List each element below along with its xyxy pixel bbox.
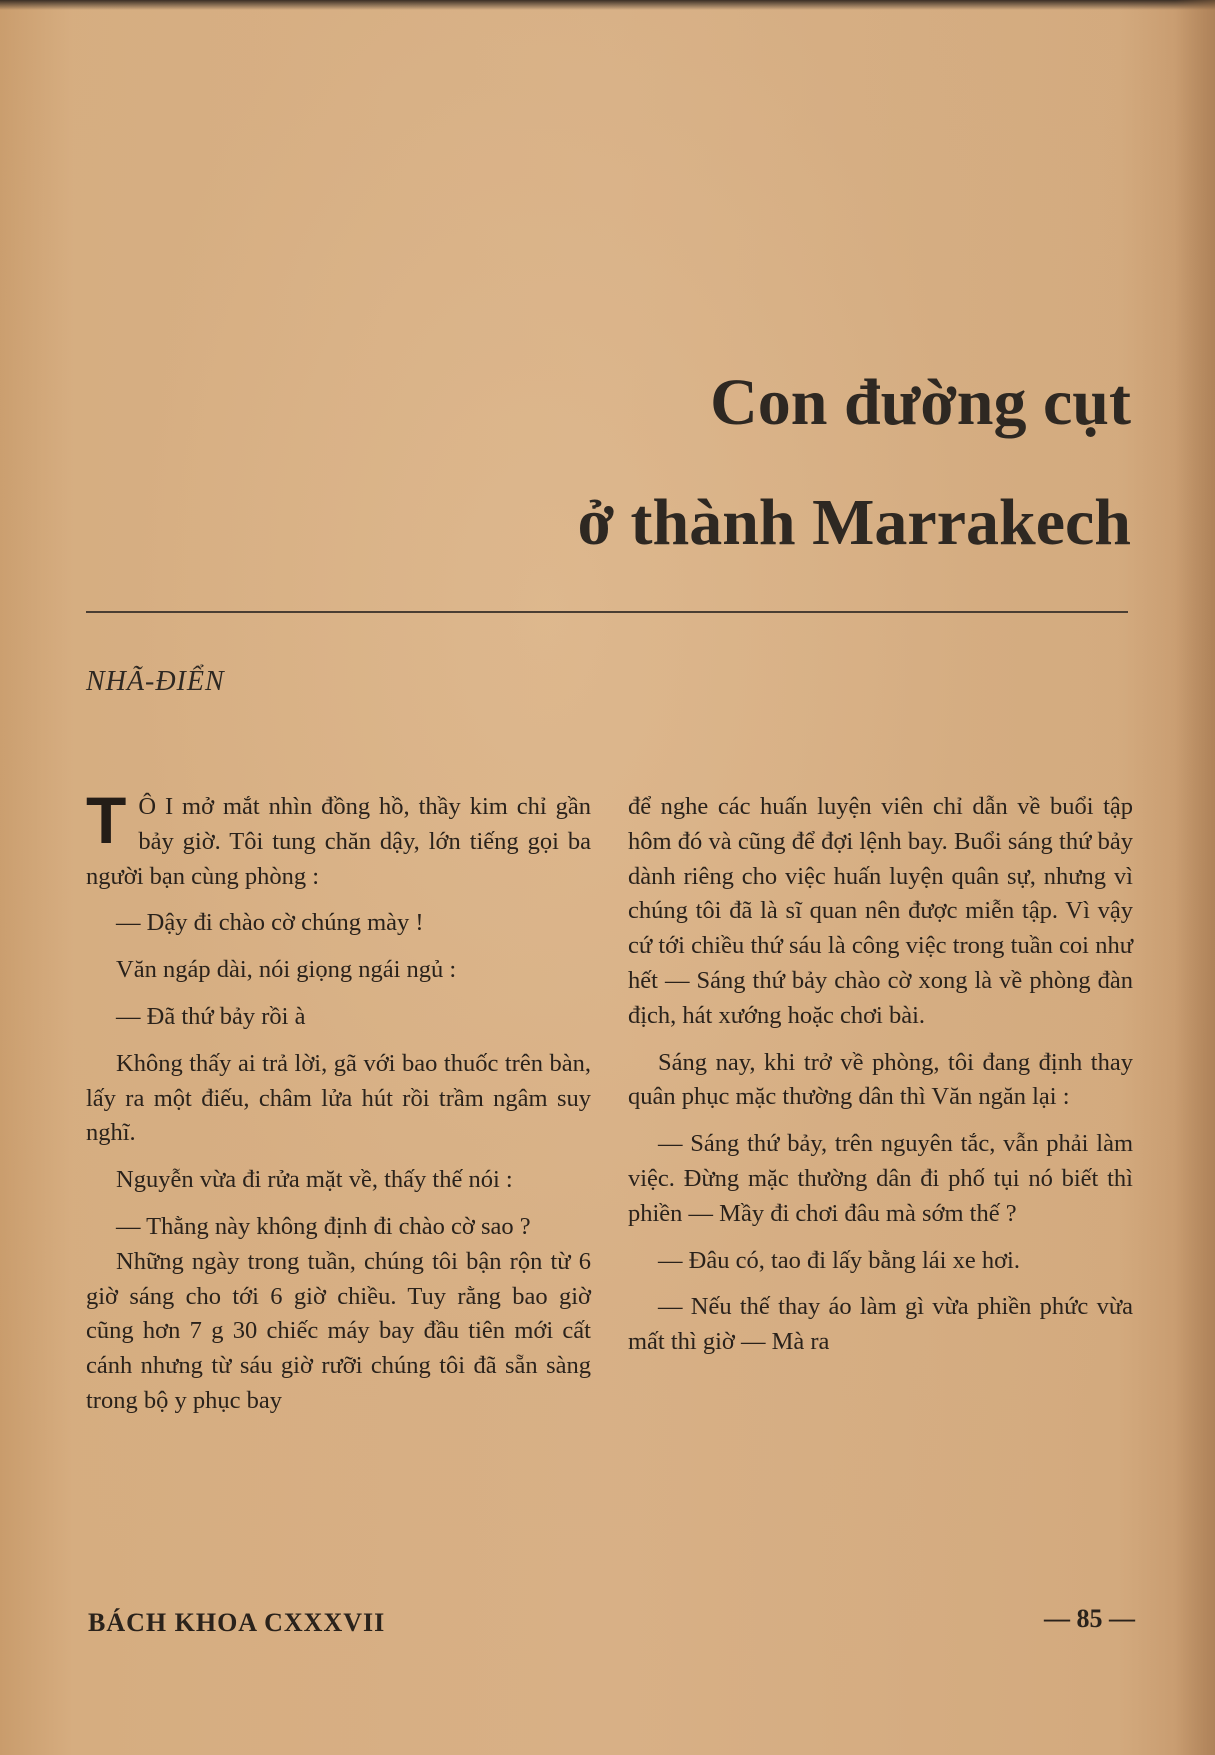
paragraph: Nguyễn vừa đi rửa mặt về, thấy thế nói : [116,1166,513,1194]
paragraph: để nghe các huấn luyện viên chỉ dẫn về buổi tập hôm đó và cũng để đợi lệnh bay. Buổi sáng thứ bảy dành riêng cho việc huấn luyện quân sự, nhưng vì chúng tôi đã là sĩ quan nên được miễn tập. Vì vậy cứ tới chiều thứ sáu là công việc trong tuần coi như hết — Sáng thứ bảy chào cờ xong là về phòng đàn địch, hát xướng hoặc chơi bài. [628,793,1133,1029]
paragraph: Không thấy ai trả lời, gã với bao thuốc trên bàn, lấy ra một điếu, châm lửa hút rồi trầm ngâm suy nghĩ. [86,1049,591,1147]
paragraph: — Nếu thế thay áo làm gì vừa phiền phức vừa mất thì giờ — Mà ra [628,1293,1133,1356]
paragraph: Sáng nay, khi trở về phòng, tôi đang định thay quân phục mặc thường dân thì Văn ngăn lại : [628,1048,1133,1111]
paragraph: — Đâu có, tao đi lấy bằng lái xe hơi. [658,1246,1020,1274]
article-title-line-1: Con đường cụt [710,366,1131,439]
paragraph: — Sáng thứ bảy, trên nguyên tắc, vẫn phải làm việc. Đừng mặc thường dân đi phố tụi nó biết thì phiền — Mầy đi chơi đâu mà sớm thế ? [628,1130,1133,1227]
left-column [86,783,591,1419]
paragraph: — Thằng này không định đi chào cờ sao ? [116,1212,531,1240]
title-divider [86,611,1128,613]
right-column [628,790,1133,1360]
drop-cap: T [86,783,127,857]
paragraph: Văn ngáp dài, nói giọng ngái ngủ : [116,956,457,984]
publication-name: BÁCH KHOA CXXXVII [88,1608,386,1637]
paragraph: — Đã thứ bảy rồi à [116,1002,306,1030]
opening-paragraph [86,783,591,894]
page-number: — 85 — [1044,1604,1135,1633]
article-title-line-2: ở thành Marrakech [577,486,1131,559]
paragraph: — Dậy đi chào cờ chúng mày ! [116,909,424,937]
paragraph: Những ngày trong tuần, chúng tôi bận rộn từ 6 giờ sáng cho tới 6 giờ chiều. Tuy rằng bao giờ cũng hơn 7 g 30 chiếc máy bay đầu tiên mới cất cánh nhưng từ sáu giờ rưỡi chúng tôi đã sẵn sàng trong bộ y phục bay [86,1247,591,1414]
author-byline: NHÃ-ĐIỂN [86,666,225,697]
opening-paragraph-text: Ô I mở mắt nhìn đồng hồ, thầy kim chỉ gần bảy giờ. Tôi tung chăn dậy, lớn tiếng gọi ba người bạn cùng phòng : [86,793,591,890]
